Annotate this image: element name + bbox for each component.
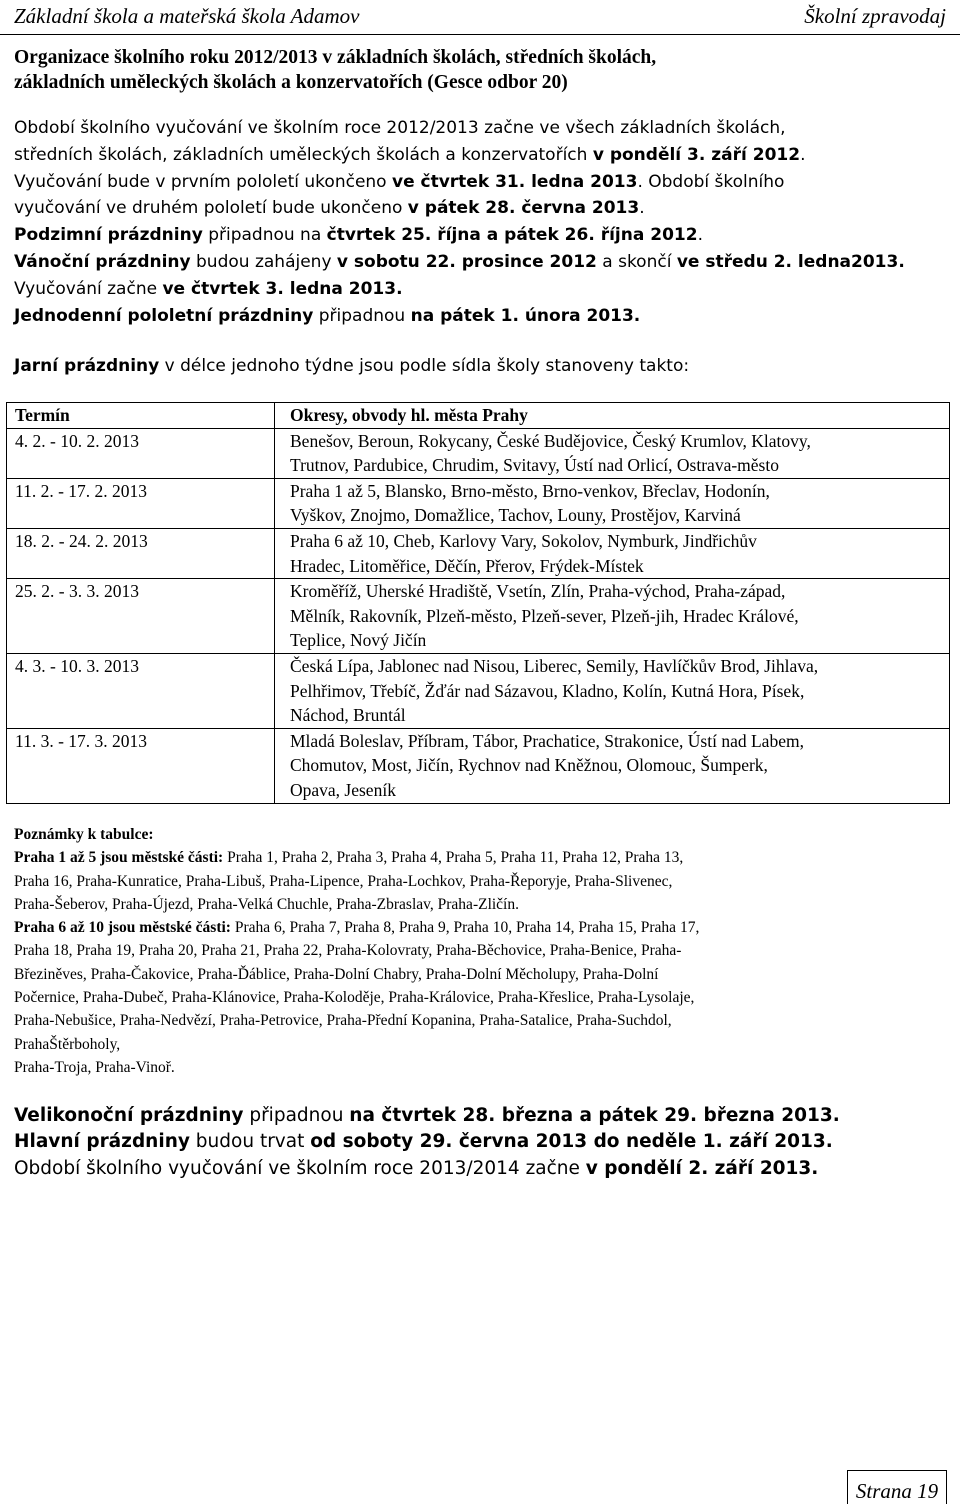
table-row [7, 728, 950, 803]
text-line [14, 963, 944, 986]
district-line: Teplice, Nový Jičín [290, 630, 427, 651]
text-run: PrahaŠtěrboholy, [14, 1035, 121, 1053]
text-run: v délce jednoho týdne jsou podle sídla školy stanoveny takto: [159, 356, 690, 376]
bold-run: Jednodenní pololetní prázdniny [14, 305, 314, 326]
header-newsletter-name: Školní zpravodaj [804, 4, 946, 28]
text-line [14, 1103, 954, 1129]
district-line: Vyškov, Znojmo, Domažlice, Tachov, Louny, Prostějov, Karviná [290, 505, 741, 526]
text-run: Praha 18, Praha 19, Praha 20, Praha 21, Praha 22, Praha-Kolovraty, Praha-Běchovice, Praha-Benice, Praha- [14, 942, 682, 960]
districts-cell [275, 478, 950, 528]
text-run: . Období školního [637, 171, 785, 192]
header-rule [0, 34, 960, 35]
text-line [14, 142, 954, 169]
term-cell: 11. 2. - 17. 2. 2013 [7, 478, 275, 528]
term-cell: 4. 3. - 10. 3. 2013 [7, 653, 275, 728]
text-run: Vyučování bude v prvním pololetí ukončeno [14, 171, 392, 192]
bold-run: ve čtvrtek 3. ledna 2013. [162, 278, 403, 299]
text-line [14, 893, 944, 916]
text-line [14, 169, 954, 196]
spring-holidays-table [6, 402, 950, 804]
text-run: Počernice, Praha-Dubeč, Praha-Klánovice, Praha-Koloděje, Praha-Královice, Praha-Křeslice, Praha-Lysolaje, [14, 989, 695, 1007]
text-run: Praha-Šeberov, Praha-Újezd, Praha-Velká Chuchle, Praha-Zbraslav, Praha-Zličín. [14, 895, 519, 913]
district-line: Náchod, Bruntál [290, 705, 406, 726]
term-cell: 18. 2. - 24. 2. 2013 [7, 528, 275, 578]
bold-run: Vánoční prázdniny [14, 251, 191, 272]
text-run: . [639, 198, 645, 219]
text-run: připadnou na [202, 225, 327, 246]
text-run: Praha 6, Praha 7, Praha 8, Praha 9, Praha 10, Praha 14, Praha 15, Praha 17, [230, 919, 700, 937]
districts-cell [275, 653, 950, 728]
table-row [7, 579, 950, 654]
bold-run: Podzimní prázdniny [14, 225, 203, 246]
text-line [14, 1009, 944, 1032]
table-row [7, 653, 950, 728]
text-line [14, 870, 944, 893]
text-line [14, 249, 954, 276]
text-run: a skončí [596, 251, 677, 272]
bold-run: ve středu 2. ledna2013. [676, 251, 905, 272]
text-line [14, 846, 944, 869]
title-line: Organizace školního roku 2012/2013 v základních školách, středních školách, [14, 47, 657, 68]
bold-run: od soboty 29. června 2013 do neděle 1. září 2013. [310, 1131, 833, 1153]
text-run: připadnou [243, 1105, 350, 1126]
district-line: Opava, Jeseník [290, 779, 396, 800]
page-number: Strana 19 [847, 1470, 947, 1504]
bold-run: Praha 6 až 10 jsou městské části: [14, 919, 231, 937]
table-header-row [7, 403, 950, 429]
bold-run: v sobotu 22. prosince 2012 [336, 251, 597, 272]
title-line: základních uměleckých školách a konzervatořích (Gesce odbor 20) [14, 72, 568, 93]
text-run: . [697, 225, 703, 246]
bold-run: v pondělí 2. září 2013. [585, 1157, 819, 1179]
district-line: Praha 6 až 10, Cheb, Karlovy Vary, Sokolov, Nymburk, Jindřichův [290, 530, 757, 551]
bold-run: na pátek 1. února 2013. [410, 305, 641, 326]
district-line: Kroměříž, Uherské Hradiště, Vsetín, Zlín, Praha-východ, Praha-západ, [290, 581, 786, 602]
text-run: Březiněves, Praha-Čakovice, Praha-Ďáblice, Praha-Dolní Chabry, Praha-Dolní Měcholupy, Praha-Dolní [14, 965, 659, 983]
districts-cell [275, 728, 950, 803]
bold-run: Praha 1 až 5 jsou městské části: [14, 849, 224, 867]
spring-holidays-lead [14, 353, 954, 380]
districts-cell [275, 528, 950, 578]
text-line [14, 939, 944, 962]
bold-run: v pondělí 3. září 2012 [592, 144, 801, 165]
text-run: Praha-Troja, Praha-Vinoř. [14, 1058, 175, 1076]
text-run: Období školního vyučování ve školním roce 2013/2014 začne [14, 1157, 586, 1179]
text-run: Období školního vyučování ve školním roce 2012/2013 začne ve všech základních školách, [14, 118, 786, 138]
district-line: Pelhřimov, Třebíč, Žďár nad Sázavou, Kladno, Kolín, Kutná Hora, Písek, [290, 680, 805, 701]
district-line: Praha 1 až 5, Blansko, Brno-město, Brno-venkov, Břeclav, Hodonín, [290, 480, 770, 501]
bold-run: čtvrtek 25. října a pátek 26. října 2012 [326, 225, 698, 246]
table-row [7, 428, 950, 478]
text-run: vyučování ve druhém pololetí bude ukončeno [14, 198, 408, 219]
text-run: Vyučování začne [14, 278, 163, 299]
district-line: Benešov, Beroun, Rokycany, České Budějovice, Český Krumlov, Klatovy, [290, 430, 811, 451]
bold-run: Hlavní prázdniny [14, 1131, 190, 1153]
term-cell: 4. 2. - 10. 2. 2013 [7, 428, 275, 478]
text-line [14, 1129, 954, 1155]
bold-run: na čtvrtek 28. března a pátek 29. března 2013. [349, 1105, 840, 1126]
table-header-term: Termín [7, 403, 275, 429]
bold-run: Velikonoční prázdniny [14, 1105, 244, 1126]
text-line [14, 1033, 944, 1056]
text-line [14, 276, 954, 303]
text-run: Praha 1, Praha 2, Praha 3, Praha 4, Praha 5, Praha 11, Praha 12, Praha 13, [223, 849, 684, 867]
district-line: Chomutov, Most, Jičín, Rychnov nad Kněžnou, Olomouc, Šumperk, [290, 755, 768, 776]
text-line [14, 115, 954, 142]
bold-run: v pátek 28. června 2013 [407, 198, 640, 219]
table-row [7, 528, 950, 578]
table-header-districts: Okresy, obvody hl. města Prahy [275, 403, 950, 429]
intro-paragraph [14, 115, 954, 329]
notes-heading: Poznámky k tabulce: [14, 826, 154, 843]
districts-cell [275, 428, 950, 478]
text-run: budou zahájeny [190, 251, 337, 272]
section-title [14, 45, 944, 95]
text-line [14, 1156, 954, 1182]
text-line [14, 1056, 944, 1079]
district-line: Česká Lípa, Jablonec nad Nisou, Liberec, Semily, Havlíčkův Brod, Jihlava, [290, 655, 819, 676]
district-line: Hradec, Litoměřice, Děčín, Přerov, Frýdek-Místek [290, 555, 644, 576]
text-run: budou trvat [189, 1131, 311, 1153]
text-run: . [800, 144, 806, 165]
text-run: připadnou [313, 305, 411, 326]
district-line: Mladá Boleslav, Příbram, Tábor, Prachatice, Strakonice, Ústí nad Labem, [290, 730, 804, 751]
districts-cell [275, 579, 950, 654]
closing-paragraph [14, 1103, 954, 1182]
text-line [14, 986, 944, 1009]
text-run: Praha 16, Praha-Kunratice, Praha-Libuš, Praha-Lipence, Praha-Lochkov, Praha-Řeporyje, Praha-Slivenec, [14, 872, 673, 890]
text-run: středních školách, základních uměleckých školách a konzervatořích [14, 144, 593, 165]
text-line [14, 195, 954, 222]
district-line: Mělník, Rakovník, Plzeň-město, Plzeň-sever, Plzeň-jih, Hradec Králové, [290, 605, 799, 626]
table-row [7, 478, 950, 528]
table-notes [14, 823, 944, 1079]
bold-run: Jarní prázdniny [14, 356, 160, 376]
bold-run: ve čtvrtek 31. ledna 2013 [391, 171, 638, 192]
text-run: Praha-Nebušice, Praha-Nedvězí, Praha-Petrovice, Praha-Přední Kopanina, Praha-Satalice, Praha-Suchdol, [14, 1012, 672, 1030]
text-line [14, 916, 944, 939]
text-line [14, 222, 954, 249]
district-line: Trutnov, Pardubice, Chrudim, Svitavy, Ústí nad Orlicí, Ostrava-město [290, 455, 779, 476]
text-line [14, 303, 954, 330]
header-school-name: Základní škola a mateřská škola Adamov [14, 4, 360, 28]
term-cell: 11. 3. - 17. 3. 2013 [7, 728, 275, 803]
term-cell: 25. 2. - 3. 3. 2013 [7, 579, 275, 654]
